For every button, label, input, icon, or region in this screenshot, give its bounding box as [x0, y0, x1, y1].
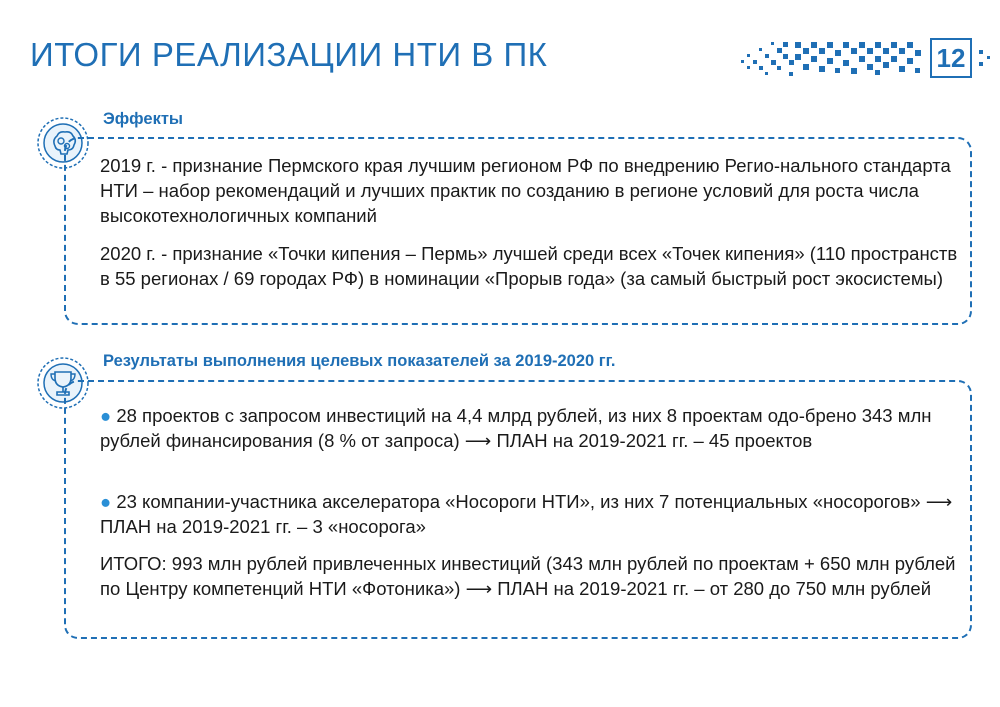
results-projects-text: 28 проектов с запросом инвестиций на 4,4 млрд рублей, из них 8 проектам одо-брено 343 млн рублей финансирования (8 % от запроса) ⟶ ПЛАН на 2019-2021 гг. – 45 проектов: [100, 405, 932, 451]
effects-paragraph-2020: 2020 г. - признание «Точки кипения – Пермь» лучшей среди всех «Точек кипения» (110 пространств в 55 регионах / 69 городах РФ) в номинации «Прорыв года» (за самый быстрый рост экосистемы): [100, 243, 958, 289]
results-paragraph-total: ИТОГО: 993 млн рублей привлеченных инвестиций (343 млн рублей по проектам + 650 млн рублей по Центру компетенций НТИ «Фотоника») ⟶ ПЛАН на 2019-2021 гг. – от 280 до 750 млн рублей: [100, 553, 956, 599]
bullet-marker: ●: [100, 491, 112, 512]
section-heading-effects: Эффекты: [103, 110, 184, 128]
section-heading-results: Результаты выполнения целевых показателей за 2019-2020 гг.: [103, 352, 616, 370]
results-accelerator-text: 23 компании-участника акселератора «Носороги НТИ», из них 7 потенциальных «носорогов» ⟶ ПЛАН на 2019-2021 гг. – 3 «носорога»: [100, 491, 953, 537]
bullet-marker: ●: [100, 405, 112, 426]
results-paragraph-accelerator: [100, 489, 962, 539]
effects-paragraph-2019: 2019 г. - признание Пермского края лучшим регионом РФ по внедрению Регио-нального стандарта НТИ – набор рекомендаций и лучших практик по созданию в регионе условий для роста числа высокотехнологичных компаний: [100, 155, 951, 226]
page-title: ИТОГИ РЕАЛИЗАЦИИ НТИ В ПК: [30, 36, 548, 73]
results-paragraph-projects: [100, 403, 962, 453]
page-number-badge: 12: [930, 38, 972, 78]
